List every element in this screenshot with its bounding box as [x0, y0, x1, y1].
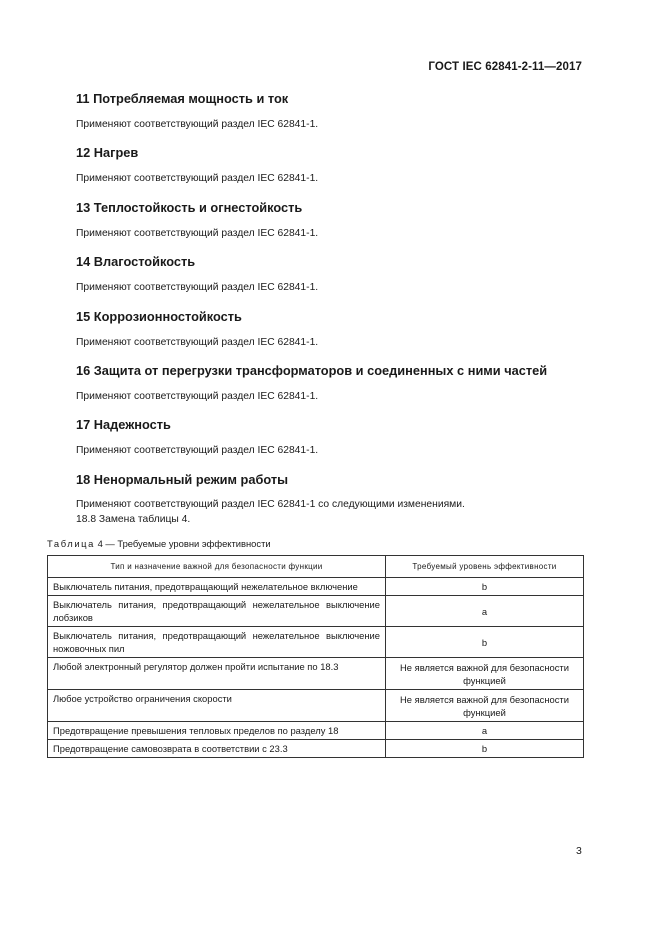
section-17 [76, 417, 596, 471]
section-heading: 14 Влагостойкость [76, 254, 196, 270]
section-note: 18.8 Замена таблицы 4. [76, 513, 191, 525]
function-cell: Выключатель питания, предотвращающий нежелательное выключение лобзиков [48, 596, 386, 627]
table-row [48, 690, 584, 722]
header-function-type: Тип и назначение важной для безопасности функции [48, 556, 386, 578]
section-15 [76, 309, 596, 363]
section-body: Применяют соответствующий раздел IEC 62841-1. [76, 445, 319, 457]
page-number: 3 [576, 845, 582, 857]
section-body: Применяют соответствующий раздел IEC 62841-1. [76, 390, 319, 402]
section-13 [76, 200, 596, 254]
document-code: ГОСТ IEC 62841-2-11—2017 [428, 61, 582, 73]
level-cell: Не является важной для безопасности функцией [386, 658, 584, 690]
requirements-table [47, 555, 584, 758]
section-14 [76, 254, 596, 308]
function-cell: Предотвращение самовозврата в соответствии с 23.3 [48, 740, 386, 758]
section-heading: 12 Нагрев [76, 145, 139, 161]
section-heading: 11 Потребляемая мощность и ток [76, 91, 289, 106]
section-18 [76, 472, 596, 526]
level-cell: a [386, 596, 584, 627]
table-row [48, 627, 584, 658]
table-row [48, 596, 584, 627]
function-cell: Любое устройство ограничения скорости [48, 690, 386, 722]
section-body: Применяют соответствующий раздел IEC 62841-1. [76, 336, 319, 348]
section-heading: 15 Коррозионностойкость [76, 308, 242, 324]
section-body: Применяют соответствующий раздел IEC 62841-1. [76, 282, 319, 294]
table-row [48, 578, 584, 596]
function-cell: Предотвращение превышения тепловых пределов по разделу 18 [48, 722, 386, 740]
level-cell: b [386, 740, 584, 758]
table-caption-label: Таблица [47, 538, 95, 549]
section-16 [76, 363, 596, 417]
section-heading: 13 Теплостойкость и огнестойкость [76, 199, 303, 215]
section-12 [76, 145, 596, 199]
header-required-level: Требуемый уровень эффективности [386, 556, 584, 578]
table-row [48, 740, 584, 758]
level-cell: b [386, 627, 584, 658]
section-body: Применяют соответствующий раздел IEC 62841-1. [76, 119, 319, 130]
section-body: Применяют соответствующий раздел IEC 62841-1 со следующими изменениями. [76, 498, 465, 510]
function-cell: Выключатель питания, предотвращающий нежелательное выключение ножовочных пил [48, 627, 386, 658]
table-caption [47, 538, 271, 549]
table-header-row [48, 556, 584, 578]
section-11 [76, 91, 596, 145]
table-row [48, 658, 584, 690]
function-cell: Любой электронный регулятор должен пройти испытание по 18.3 [48, 658, 386, 690]
section-heading: 18 Ненормальный режим работы [76, 471, 289, 487]
section-body: Применяют соответствующий раздел IEC 62841-1. [76, 227, 319, 239]
table-row [48, 722, 584, 740]
table-caption-text: 4 — Требуемые уровни эффективности [94, 538, 271, 549]
level-cell: Не является важной для безопасности функцией [386, 690, 584, 722]
sections [76, 91, 596, 526]
section-body: Применяют соответствующий раздел IEC 62841-1. [76, 173, 319, 185]
section-heading: 16 Защита от перегрузки трансформаторов и соединенных с ними частей [76, 362, 548, 378]
level-cell: a [386, 722, 584, 740]
section-heading: 17 Надежность [76, 417, 171, 433]
level-cell: b [386, 578, 584, 596]
function-cell: Выключатель питания, предотвращающий нежелательное включение [48, 578, 386, 596]
